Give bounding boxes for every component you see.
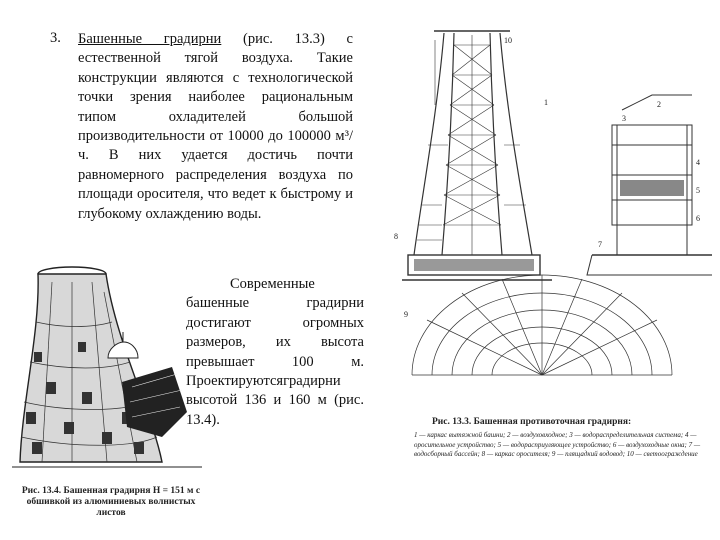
label-7: 7 bbox=[598, 240, 602, 249]
figure-caption-13-3: Рис. 13.3. Башенная противоточная градирня: bbox=[432, 417, 632, 427]
term-tower-cooling: Башенные градирни bbox=[78, 31, 222, 47]
list-number: 3. bbox=[50, 30, 61, 46]
figure-legend-13-3: 1 — каркас вытяжной башни; 2 — воздуховходное; 3 — водораспределительная система; 4 — оросительное устройство; 5 — водорасприуляющее устройство; 6 — воздухоходные окна; 7 — водосборный бассейн; 8 — каркас оросителя; 9 — плящадкий водовод; 10 — светоограждение bbox=[414, 431, 701, 458]
paragraph-cooling-towers bbox=[78, 30, 353, 224]
label-9: 9 bbox=[404, 310, 408, 319]
label-3: 3 bbox=[622, 114, 626, 123]
label-1: 1 bbox=[544, 98, 548, 107]
label-5: 5 bbox=[696, 186, 700, 195]
paragraph-modern-towers: Современные башенные градирни достигают огромных размеров, их высота превышает 100 м. Проектируютсяградирни высотой 136 и 160 м (рис. 13.4). bbox=[186, 276, 364, 428]
label-8: 8 bbox=[394, 232, 398, 241]
label-2: 2 bbox=[657, 100, 661, 109]
label-10: 10 bbox=[504, 36, 512, 45]
label-4: 4 bbox=[696, 158, 700, 167]
label-6: 6 bbox=[696, 214, 700, 223]
figure-caption-13-4: Рис. 13.4. Башенная градирня H = 151 м с обшивкой из алюминиевых волнистых листов bbox=[21, 486, 201, 518]
tower-section-figure bbox=[392, 25, 714, 413]
paragraph-text: (рис. 13.3) с естественной тягой воздуха. Такие конструкции являются с технологической точки зрения наиболее рациональным типом охладителей большой производительности от 10000 до 100000 м³/ч. В них удается достичь почти равномерного распределения воздуха по площади оросителя, что ведет к быстрому и глубокому охлаждению воды. bbox=[78, 31, 353, 222]
tower-render-figure bbox=[12, 262, 202, 482]
